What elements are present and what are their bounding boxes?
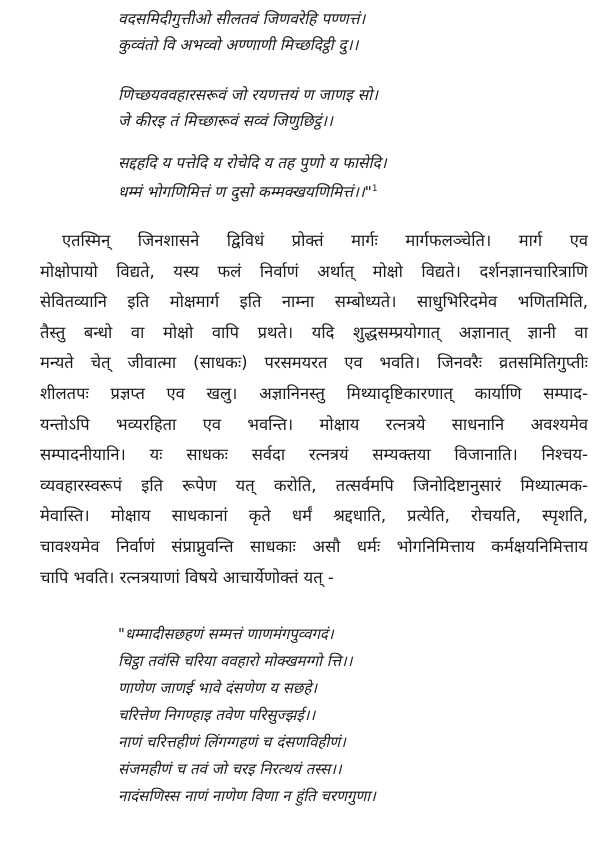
prose-line: मोक्षोपायो विद्यते, यस्य फलं निर्वाणं अर्थात् मोक्षो विद्यते। दर्शनज्ञानचारित्राणि (40, 261, 588, 281)
quote-line: चरित्तेण निगण्हाइ तवेण परिसुज्झई।। (118, 706, 316, 724)
quote-line: णाणेण जाणई भावे दंसणेण य सछहे। (118, 679, 318, 697)
verse-line: वदसमिदीगुत्तीओ सीलतवं जिणवरेहि पण्णत्तं। (118, 10, 366, 28)
verse-line: कुव्वंतो वि अभव्वो अण्णाणी मिच्छदिट्ठी दु।। (118, 36, 359, 54)
prose-line: सम्पादनीयानि। यः साधकः सर्वदा रत्नत्रयं सम्यक्तया विजानाति। निश्चय- (40, 445, 588, 465)
prose-line: शीलतपः प्रज्ञप्त एव खलु। अज्ञानिनस्तु मिथ्यादृष्टिकारणात् कार्याणि सम्पाद- (40, 383, 588, 403)
verse-line: सद्दहदि य पत्तेदि य रोचेदि य तह पुणो य फासेदि। (118, 154, 387, 172)
prose-line: एतस्मिन् जिनशासने द्विविधं प्रोक्तं मार्गः मार्गफलञ्चेति। मार्ग एव (62, 231, 588, 250)
footnote-marker: 1 (371, 184, 378, 194)
verse-line: णिच्छयववहारसरूवं जो रयणत्तयं ण जाणइ सो। (118, 86, 379, 104)
prose-line: मेवास्ति। मोक्षाय साधकानां कृते धर्मं श्रद्दधाति, प्रत्येति, रोचयति, स्पृशति, (40, 506, 588, 526)
prose-line: चापि भवति। रत्नत्रयाणां विषये आचार्येणोक्तं यत् - (40, 567, 334, 587)
prose-line: मन्यते चेत् जीवात्मा (साधकः) परसमयरत एव भवति। जिनवरैः व्रतसमितिगुप्तीः (40, 353, 588, 373)
verse-text: धम्मं भोगणिमित्तं ण दुसो कम्मक्खयणिमित्तं।।" (118, 183, 372, 202)
verse-line: जे कीरइ तं मिच्छारूवं सव्वं जिणुछिट्ठं।। (118, 112, 333, 130)
quote-line: नाणं चरित्तहीणं लिंगग्गहणं च दंसणविहीणं। (118, 733, 346, 751)
prose-line: यन्तोऽपि भव्यरहिता एव भवन्ति। मोक्षाय रत्नत्रये साधनानि अवश्यमेव (40, 414, 588, 434)
quote-line: संजमहीणं च तवं जो चरइ निरत्थयं तस्स।। (118, 760, 342, 778)
quote-line: "धम्मादीसछहणं सम्मत्तं णाणमंगपुव्वगदं। (118, 625, 334, 643)
verse-block-2 (118, 82, 378, 134)
prose-line: चावश्यमेव निर्वाणं संप्राप्नुवन्ति साधकाः असौ धर्मः भोगनिमित्ताय कर्मक्षयनिमित्ताय (40, 536, 588, 556)
quote-line: चिट्ठा तवंसि चरिया ववहारो मोक्खमग्गो त्ति।। (118, 652, 353, 670)
verse-block-1 (118, 6, 365, 58)
quoted-verses (118, 621, 376, 810)
verse-line (118, 176, 387, 202)
verse-block-3 (118, 150, 387, 202)
quote-line: नादंसणिस्स नाणं नाणेण विणा न हुंति चरणगुणा। (118, 787, 376, 805)
prose-line: तैस्तु बन्धो वा मोक्षो वापि प्रथते। यदि शुद्धसम्प्रयोगात् अज्ञानात् ज्ञानी वा (40, 322, 588, 342)
prose-paragraph (40, 226, 588, 593)
prose-line: व्यवहारस्वरूपं इति रूपेण यत् करोति, तत्सर्वमपि जिनोदिष्टानुसारं मिथ्यात्मक- (40, 475, 588, 495)
prose-line: सेवितव्यानि इति मोक्षमार्ग इति नाम्ना सम्बोध्यते। साधुभिरिदमेव भणितमिति, (40, 292, 588, 312)
